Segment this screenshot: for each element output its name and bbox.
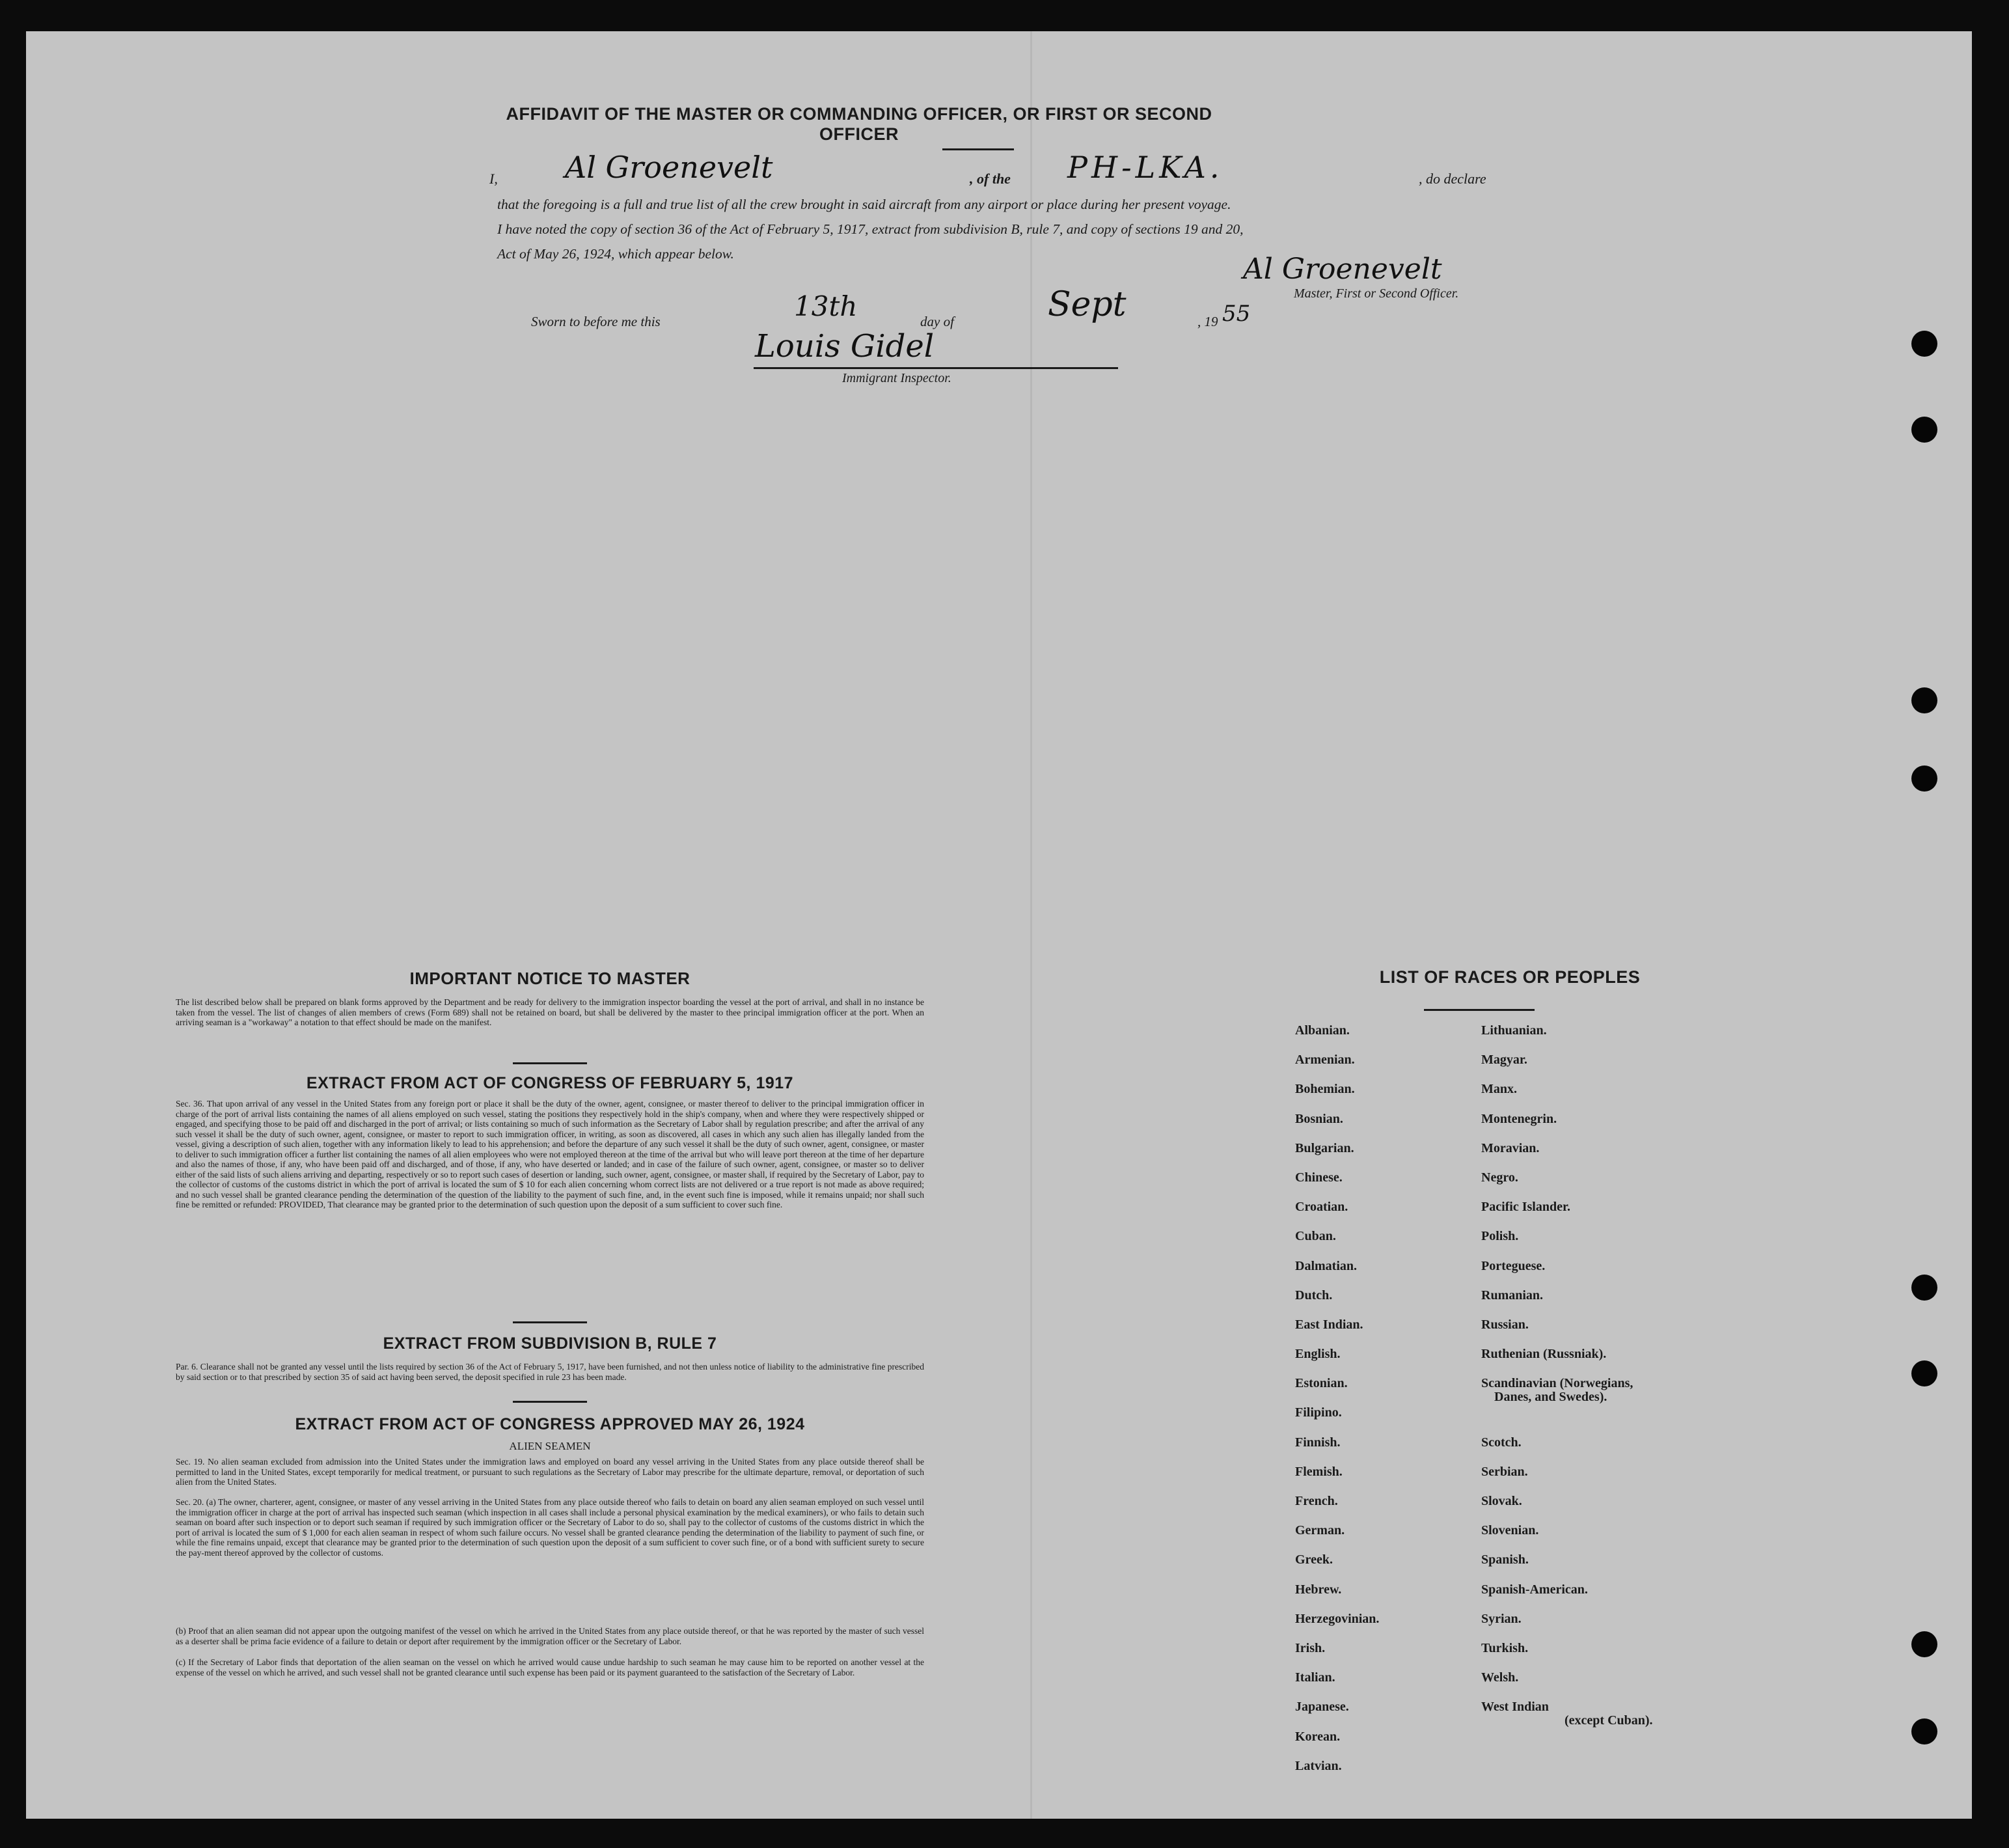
race-item: Scotch. — [1481, 1435, 1522, 1450]
alien-seamen-subtitle: ALIEN SEAMEN — [509, 1440, 591, 1452]
notice-text: The list described below shall be prepared on blank forms approved by the Department and be ready for delivery to the immigration inspector boarding the vessel at the port of arrival, and shall in no instance be taken from the vessel. The list of changes of alien members of crews (Form 689) shall not be retained on board, but shall be delivered by the master to thee principal immigration officer at the port. When an arriving seaman is a "workaway" a notation to that effect should be made on the manifest. — [176, 997, 924, 1027]
race-item: Dutch. — [1295, 1288, 1333, 1303]
race-item: Albanian. — [1295, 1023, 1350, 1038]
punch-hole — [1911, 1360, 1937, 1386]
race-item: English. — [1295, 1347, 1341, 1362]
race-item: Spanish. — [1481, 1552, 1529, 1567]
race-item: Lithuanian. — [1481, 1023, 1547, 1038]
sec-20a-text: Sec. 20. (a) The owner, charterer, agent, consignee, or master of any vessel arriving in the United States from any place outside thereof who fails to detain on board any alien seaman employed on such vessel until the immigration officer in charge at the port of arrival has inspected such seaman (which inspection in all cases shall include a personal physical examination by the medical examiners), or who fails to detain such seaman on board after such inspection or to deport such seaman if required by such immigration officer or the Secretary of Labor to do so, shall pay to the collector of customs of the customs district in which the port of arrival is located the sum of $ 1,000 for each alien seaman in respect of whom such failure occurs. No vessel shall be granted clearance pending the determination of the liability to payment of such fine, or while the fine remains unpaid, except that clearance may be granted prior to the determination of such question upon the deposit of a sum sufficient to cover such fine, or of a bond with sufficient surety to secure the pay-ment thereof approved by the collector of customs. — [176, 1497, 924, 1558]
race-item: Korean. — [1295, 1729, 1341, 1744]
race-item-spacer — [1481, 1405, 1653, 1435]
race-item: Rumanian. — [1481, 1288, 1544, 1303]
race-item: Bosnian. — [1295, 1111, 1343, 1126]
master-name-handwritten: Al Groenevelt — [565, 150, 773, 185]
extract-1917-text: Sec. 36. That upon arrival of any vessel in the United States from any foreign port or place it shall be the duty of the owner, agent, consignee, or master thereof to deliver to the principal immigration officer in charge of the port of arrival lists containing the names of all aliens employed on such vessel, stating the positions they respectively hold in the ship's company, when and where they were respectively shipped or engaged, and specifying those to be paid off and discharged in the port of arrival; or lists containing so much of such information as the Secretary of Labor shall by regulation prescribe; and after the arrival of any such vessel it shall be the duty of such owner, agent, consignee, or master to report to such immigration officer, in writing, as soon as discovered, all cases in which any such alien has illegally landed from the vessel, giving a description of such alien, together with any information likely to lead to his apprehension; and before the departure of any such vessel it shall be the duty of such owner, agent, consignee, or master to deliver to such immigration officer a further list containing the names of all alien employees who were not employed thereon at the time of the arrival but who will leave port thereon at the time of her departure and also the names of those, if any, who have been paid off and discharged, and of those, if any, who have deserted or landed; and in case of the failure of such owner, agent, consignee, or master so to deliver either of the said lists of such aliens arriving and departing, respectively or so to report such cases of desertion or landing, such owner, agent, consignee, or master shall, if required by the Secretary of Labor, pay to the collector of customs of the customs district in which the port of arrival is located the sum of $ 10 for each alien concerning whom correct lists are not delivered or a true report is not made as above required; and no such vessel shall be granted clearance pending the determination of the question of the liability to the payment of such fine, and, in the event such fine is imposed, while it remains unpaid; nor shall such fine be remitted or refunded: PROVIDED, That clearance may be granted prior to the determination of such question upon the deposit of a sum sufficient to cover such fine. — [176, 1099, 924, 1209]
punch-hole — [1911, 765, 1937, 792]
race-item: Moravian. — [1481, 1140, 1540, 1155]
races-column-2 — [1481, 1023, 1653, 1730]
subdivision-b-rule — [513, 1401, 587, 1403]
race-item: Estonian. — [1295, 1376, 1348, 1391]
race-item — [1481, 1700, 1653, 1729]
center-fold — [1030, 31, 1032, 1819]
master-signature: Al Groenevelt — [1243, 253, 1442, 286]
master-caption: Master, First or Second Officer. — [1294, 286, 1459, 301]
punch-hole — [1911, 417, 1937, 443]
inspector-signature: Louis Gidel — [755, 328, 935, 365]
race-item: Filipino. — [1295, 1405, 1342, 1420]
extract-1924-title: EXTRACT FROM ACT OF CONGRESS APPROVED MAY 26, 1924 — [295, 1415, 805, 1433]
punch-hole — [1911, 1718, 1937, 1745]
race-item: Italian. — [1295, 1670, 1335, 1685]
race-item: Welsh. — [1481, 1670, 1519, 1685]
punch-hole — [1911, 1275, 1937, 1301]
race-item: Chinese. — [1295, 1170, 1343, 1185]
year-handwritten: 55 — [1222, 301, 1251, 327]
race-item: Syrian. — [1481, 1611, 1522, 1626]
day-handwritten: 13th — [794, 290, 858, 322]
races-rule — [1424, 1009, 1535, 1011]
affidavit-line-2: I have noted the copy of section 36 of the Act of February 5, 1917, extract from subdivision B, rule 7, and copy of sections 19 and 20, — [497, 221, 1244, 237]
sec-20c-text: (c) If the Secretary of Labor finds that deportation of the alien seaman on the vessel on which he arrived would cause undue hardship to such seaman he may cause him to be reported on another vessel at the expense of the vessel on which he arrived, and such vessel shall not be granted clearance until such expense has been paid or its payment guaranteed to the satisfaction of the Secretary of Labor. — [176, 1657, 924, 1677]
race-item: East Indian. — [1295, 1317, 1363, 1332]
race-item: Cuban. — [1295, 1229, 1336, 1244]
notice-rule — [513, 1062, 587, 1064]
race-item: Irish. — [1295, 1640, 1326, 1655]
race-item: Russian. — [1481, 1317, 1529, 1332]
race-item-continuation: (except Cuban). — [1565, 1713, 1653, 1728]
race-item: Turkish. — [1481, 1640, 1529, 1655]
inspector-caption: Immigrant Inspector. — [842, 371, 951, 385]
race-item: Magyar. — [1481, 1053, 1527, 1068]
race-item-label: Scandinavian (Norwegians, — [1481, 1376, 1633, 1391]
notice-title: IMPORTANT NOTICE TO MASTER — [409, 969, 690, 988]
race-item: Bohemian. — [1295, 1082, 1355, 1097]
race-item: Finnish. — [1295, 1435, 1341, 1450]
race-item: Slovenian. — [1481, 1523, 1539, 1538]
month-handwritten: Sept — [1048, 285, 1127, 324]
title-rule — [942, 148, 1014, 150]
race-item: Pacific Islander. — [1481, 1200, 1571, 1215]
day-of-label: day of — [920, 314, 954, 329]
affidavit-line-1: that the foregoing is a full and true list of all the crew brought in said aircraft from any airport or place during her present voyage. — [497, 197, 1231, 212]
subdivision-b-text: Par. 6. Clearance shall not be granted any vessel until the lists required by section 36 of the Act of February 5, 1917, have been furnished, and not then unless notice of liability to the administrative fine prescribed by said section or to that prescribed by section 35 of said act having been served, the deposit specified in rule 23 has been made. — [176, 1362, 924, 1382]
sec-19-text: Sec. 19. No alien seaman excluded from admission into the United States under the immigration laws and employed on board any vessel arriving in the United States from any place outside thereof shall be permitted to land in the United States, except temporarily for medical treatment, or pursuant to such regulations as the Secretary of Labor may prescribe for the ultimate departure, removal, or deportation of such alien from the United States. — [176, 1457, 924, 1487]
year-prefix: , 19 — [1197, 314, 1218, 329]
race-item: Flemish. — [1295, 1464, 1343, 1479]
punch-hole — [1911, 687, 1937, 713]
race-item-label: West Indian — [1481, 1700, 1549, 1715]
race-item: German. — [1295, 1523, 1345, 1538]
affidavit-line-3: Act of May 26, 1924, which appear below. — [497, 246, 734, 262]
of-the-label: , of the — [970, 171, 1011, 187]
extract-1917-rule — [513, 1321, 587, 1323]
race-item: Ruthenian (Russniak). — [1481, 1347, 1607, 1362]
races-column-1 — [1295, 1023, 1379, 1788]
race-item: Herzegovinian. — [1295, 1611, 1380, 1626]
race-item: Japanese. — [1295, 1700, 1349, 1715]
race-item: Spanish-American. — [1481, 1582, 1588, 1597]
subdivision-b-title: EXTRACT FROM SUBDIVISION B, RULE 7 — [383, 1334, 717, 1353]
race-item: Hebrew. — [1295, 1582, 1342, 1597]
sworn-label: Sworn to before me this — [531, 314, 661, 329]
race-item: Greek. — [1295, 1552, 1333, 1567]
i-label: I, — [489, 171, 498, 187]
extract-1917-title: EXTRACT FROM ACT OF CONGRESS OF FEBRUARY 5, 1917 — [306, 1074, 794, 1092]
races-title: LIST OF RACES OR PEOPLES — [1379, 967, 1641, 987]
document-page — [26, 31, 1972, 1819]
race-item: Croatian. — [1295, 1200, 1348, 1215]
race-item-continuation: Danes, and Swedes). — [1494, 1390, 1607, 1405]
race-item: Latvian. — [1295, 1758, 1342, 1773]
race-item: Porteguese. — [1481, 1258, 1546, 1273]
race-item: French. — [1295, 1494, 1338, 1508]
race-item: Montenegrin. — [1481, 1111, 1557, 1126]
race-item: Armenian. — [1295, 1053, 1355, 1068]
do-declare-label: , do declare — [1419, 171, 1486, 187]
punch-hole — [1911, 1631, 1937, 1657]
affidavit-title: AFFIDAVIT OF THE MASTER OR COMMANDING OFFICER, OR FIRST OR SECOND OFFICER — [506, 104, 1212, 144]
race-item — [1481, 1376, 1653, 1405]
punch-hole — [1911, 331, 1937, 357]
sec-20b-text: (b) Proof that an alien seaman did not appear upon the outgoing manifest of the vessel on which he arrived in the United States from any place outside thereof, or that he was reported by the master of such vessel as a deserter shall be prima facie evidence of a failure to detain or deport after requirement by the immigration officer or the Secretary of Labor. — [176, 1626, 924, 1646]
race-item: Serbian. — [1481, 1464, 1528, 1479]
race-item: Dalmatian. — [1295, 1258, 1357, 1273]
inspector-signature-line — [754, 367, 1118, 369]
race-item: Polish. — [1481, 1229, 1519, 1244]
race-item: Manx. — [1481, 1082, 1517, 1097]
race-item: Negro. — [1481, 1170, 1518, 1185]
race-item: Bulgarian. — [1295, 1140, 1354, 1155]
aircraft-handwritten: PH-LKA. — [1067, 150, 1223, 185]
race-item: Slovak. — [1481, 1494, 1522, 1508]
